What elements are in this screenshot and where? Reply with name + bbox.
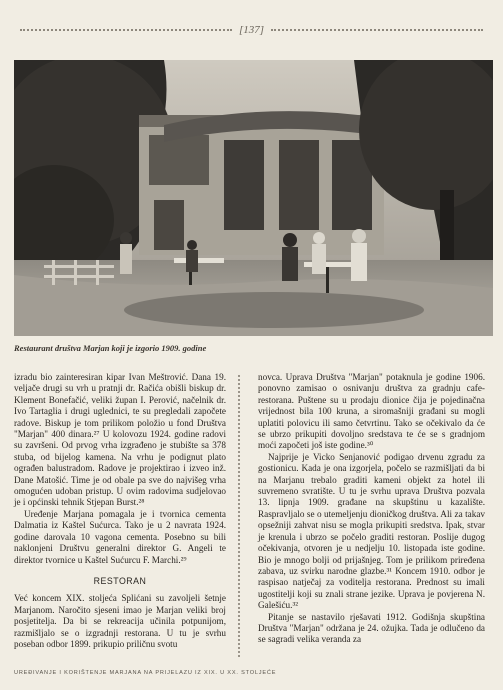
text-column-right — [258, 372, 485, 646]
paragraph: izradu bio zainteresiran kipar Ivan Meštrović. Dana 19. veljače drugi su vrh u pratnji dr. Račića obišli biskup dr. Klement Bonefačić, veliki župan I. Perović, načelnik dr. Ivo Tartaglia i drugi uglednici, te su pregledali započete radove. Biskup je tom prilikom položio u fond Društva "Marjan" 400 dinara.²⁷ U kolovozu 1924. godine radovi su završeni. Od prvog vrha izgrađeno je stubište sa 378 stuba, od bijelog kamena. Na vrhu je podignut plato ograđen balustradom. Radove je projektirao i izveo inž. Dane Matošić. Time je od obale pa sve do najvišeg vrha omogućen udoban pristup. U ovim radovima sudjelovao je i općinski tehnik Stjepan Burst.²⁸ — [14, 372, 226, 508]
paragraph: Već koncem XIX. stoljeća Splićani su zavoljeli šetnje Marjanom. Naročito sjeseni imao je Marjan veliki broj posjetitelja. Da bi se rekreacija učinila potpunijom, razmišljalo se o izgradnji restorana. U tu je svrhu poseban odbor 1899. prikupio priličnu svotu — [14, 593, 226, 649]
paragraph: novca. Uprava Društva "Marjan" potaknula je godine 1906. ponovno zamisao o osnivanju društva za gradnju cafe-restorana. Puštene su u prodaju dionice čija je pojedinačna vrijednost bila 100 kruna, a siromašniji građani su mogli uplatiti polovicu ili samo četvrtinu. Tako se očekivalo da će se ubrzo prikupiti dovoljno sredstava te će se s gradnjom moći započeti još iste godine.³⁰ — [258, 372, 485, 451]
paragraph: Pitanje se nastavilo rješavati 1912. Godišnja skupština Društva "Marjan" održana je 24. ožujka. Tada je odlučeno da se sagradi velika veranda za — [258, 611, 485, 645]
column-divider — [238, 375, 240, 657]
page-header — [16, 22, 487, 38]
header-dotted-rule-right — [271, 29, 483, 31]
paragraph: Najprije je Vicko Senjanović podigao drvenu zgradu za gostionicu. Kada je ona izgorjela, počelo se razmišljati da bi na Marjanu trebalo graditi kameni objekt za hotel ili suvremeno svratište. U tu je svrhu uprava Društva pozvala 13. lipnja 1909. građane na skupštinu u kazalište. Raspravljalo se o utemeljenju dioničkog društva. Ali za takav opsežniji zahvat nisu se mogla prikupiti sredstva. Ipak, stvar je krenula i ubrzo se počelo graditi restoran. Poslije dugog očekivanja, otvoren je u nedjelju 10. listopada iste godine. Bio je mnogo bolji od prijašnjeg. Tom je prilikom priređena zabava, uz svirku narodne glazbe.³¹ Koncem 1910. odbor je raspisao natječaj za voditelja restorana. Prednost su imali ugostitelji koji su znali strane jezike. Uprava je povjerena N. Galešiću.³² — [258, 451, 485, 611]
section-heading: RESTORAN — [93, 575, 147, 586]
header-dotted-rule-left — [20, 29, 232, 31]
page-number: [137] — [238, 24, 265, 36]
text-column-left — [14, 372, 226, 650]
paragraph: Uređenje Marjana pomagala je i tvornica cementa Dalmatia iz Kaštel Sućurca. Tako je u 2 navrata 1924. godine darovala 10 vagona cementa. Posebno su bili naklonjeni Društvu generalni direktor G. Angeli te direktor tvornice u Kaštel Sućurcu F. Marchi.²⁹ — [14, 508, 226, 565]
running-footer: UREĐIVANJE I KORIŠTENJE MARJANA NA PRIJELAZU IZ XIX. U XX. STOLJEĆE — [14, 670, 277, 676]
historic-photo-restaurant — [14, 60, 493, 336]
photo-caption: Restaurant društva Marjan koji je izgorio 1909. godine — [14, 343, 207, 353]
